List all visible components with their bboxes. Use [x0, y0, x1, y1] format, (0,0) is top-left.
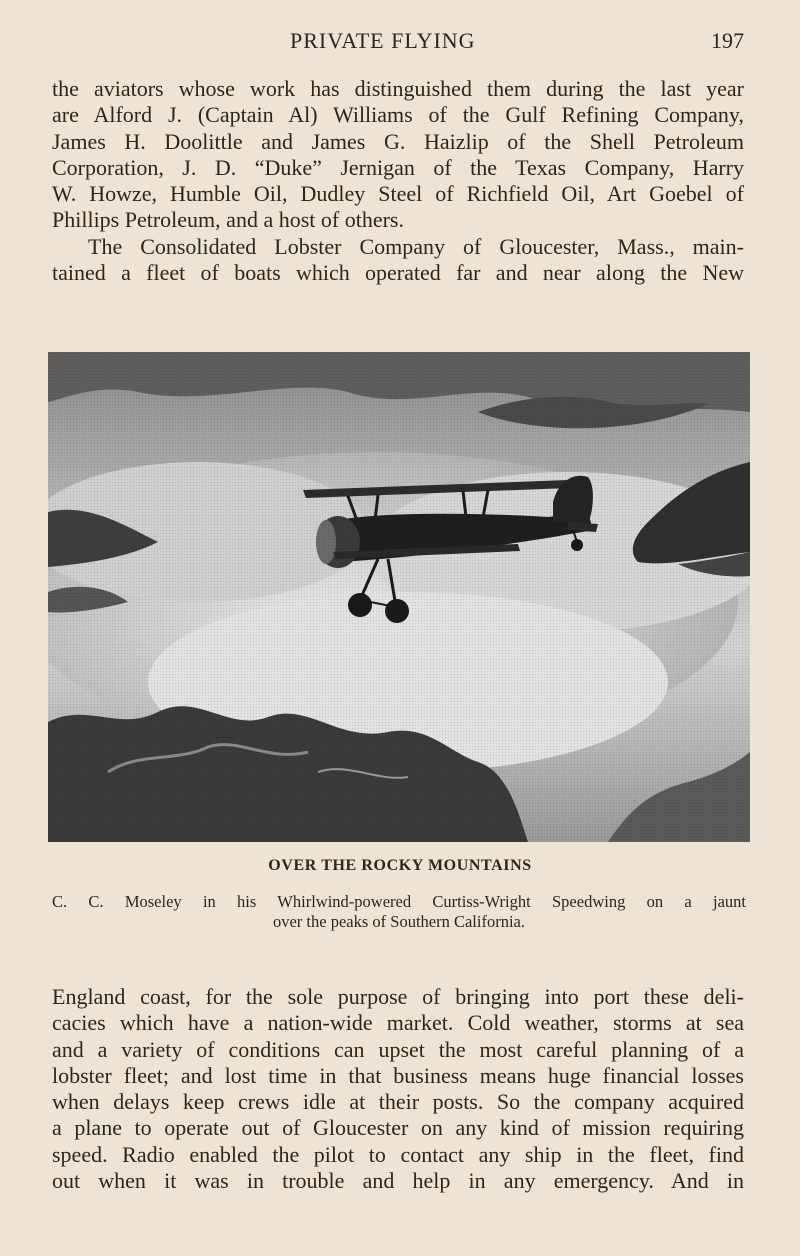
- text-line: when delays keep crews idle at their posts. So the company acquired: [52, 1089, 744, 1115]
- text-line: lobster fleet; and lost time in that business means huge financial losses: [52, 1062, 744, 1088]
- text-line: James H. Doolittle and James G. Haizlip of the Shell Petroleum: [52, 128, 744, 154]
- text-line: speed. Radio enabled the pilot to contact any ship in the fleet, find: [52, 1141, 744, 1167]
- text-line: and a variety of conditions can upset the most careful planning of a: [52, 1036, 744, 1062]
- text-line: the aviators whose work has distinguished them during the last year: [52, 76, 744, 101]
- text-line: are Alford J. (Captain Al) Williams of the Gulf Refining Company,: [52, 102, 744, 128]
- biplane-photo: [48, 352, 750, 842]
- text-line: out when it was in trouble and help in any emergency. And in: [52, 1168, 744, 1194]
- paragraph-1: [52, 76, 744, 234]
- text-line: Phillips Petroleum, and a host of others.: [52, 207, 404, 233]
- page-header: [0, 28, 800, 58]
- text-line: tained a fleet of boats which operated far and near along the New: [52, 260, 744, 286]
- biplane-over-mountains-illustration: [48, 352, 750, 842]
- page-number: 197: [711, 28, 744, 53]
- text-line: a plane to operate out of Gloucester on any kind of mission requiring: [52, 1115, 744, 1141]
- text-line: The Consolidated Lobster Company of Gloucester, Mass., main-: [88, 234, 744, 259]
- text-line: W. Howze, Humble Oil, Dudley Steel of Richfield Oil, Art Goebel of: [52, 181, 744, 207]
- photo-caption: [52, 892, 746, 932]
- caption-line: over the peaks of Southern California.: [272, 912, 525, 931]
- text-line: cacies which have a nation-wide market. Cold weather, storms at sea: [52, 1010, 744, 1036]
- running-title: PRIVATE FLYING: [290, 28, 476, 53]
- caption-line: C. C. Moseley in his Whirlwind-powered Curtiss-Wright Speedwing on a jaunt: [52, 892, 746, 911]
- text-line: England coast, for the sole purpose of bringing into port these deli-: [52, 984, 744, 1009]
- text-line: Corporation, J. D. “Duke” Jernigan of the Texas Company, Harry: [52, 154, 744, 180]
- photo-caption-title: OVER THE ROCKY MOUNTAINS: [268, 857, 532, 874]
- paragraph-2: [52, 234, 744, 287]
- paragraph-3: [52, 984, 744, 1194]
